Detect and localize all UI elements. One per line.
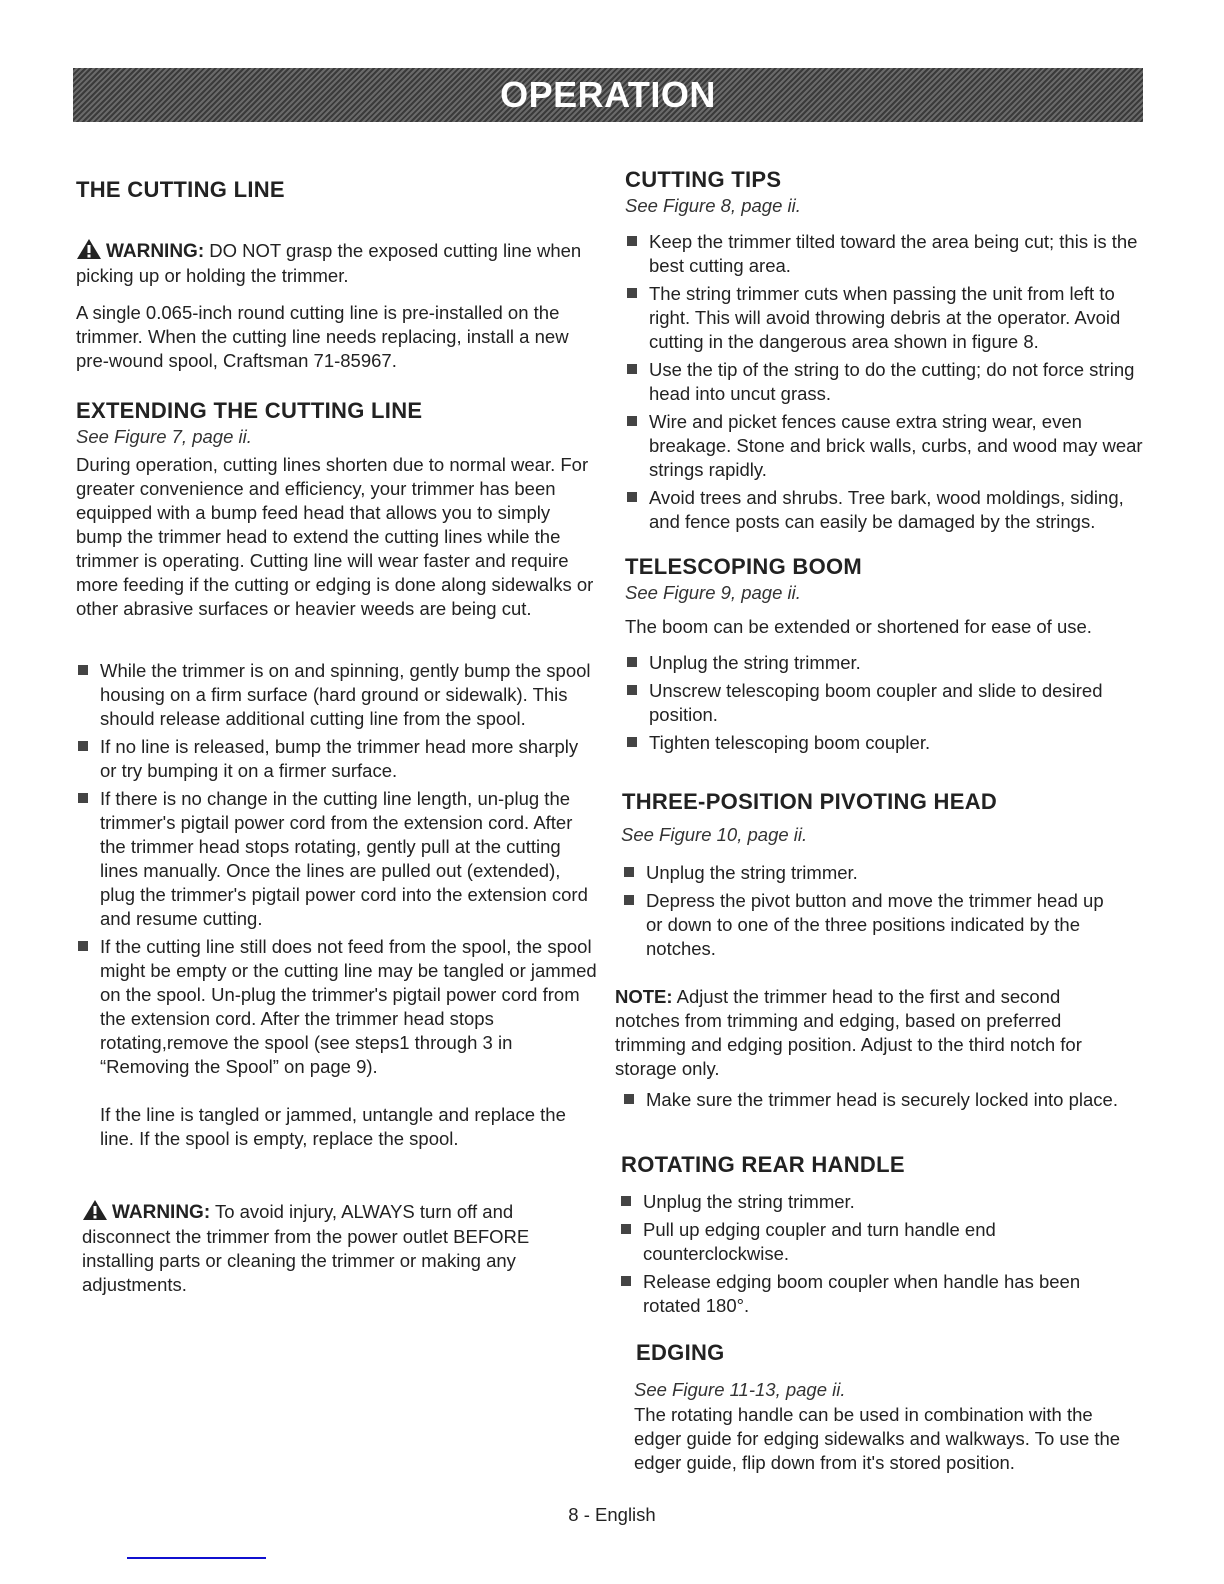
list-item: Pull up edging coupler and turn handle end counterclockwise. [619,1218,1129,1266]
list-item: Keep the trimmer tilted toward the area being cut; this is the best cutting area. [625,230,1150,278]
list-item: Unplug the string trimmer. [622,861,1122,885]
boom-bullets [625,651,1150,759]
list-item: Depress the pivot button and move the trimmer head up or down to one of the three positions indicated by the notches. [622,889,1122,961]
heading-cutting-tips: CUTTING TIPS [625,167,782,192]
heading-rotating-handle: ROTATING REAR HANDLE [621,1152,905,1177]
page-number: 8 - English [568,1504,656,1525]
figure-reference: See Figure 11-13, page ii. [634,1379,846,1400]
pivot-bullets [622,861,1122,965]
figure-reference: See Figure 7, page ii. [76,426,252,447]
list-item: The string trimmer cuts when passing the unit from left to right. This will avoid throwing debris at the operator. Avoid cutting in the dangerous area shown in figure 8. [625,282,1150,354]
extending-paragraph: During operation, cutting lines shorten due to normal wear. For greater convenience and efficiency, your trimmer has been equipped with a bump feed head that allows you to simply bump the trimmer head to extend the cutting lines while the trimmer is operating. Cutting line will wear faster and require more feeding if the cutting or edging is done along sidewalks or other abrasive surfaces or heavier weeds are being cut. [76,454,594,619]
list-item: If the cutting line still does not feed from the spool, the spool might be empty or the cutting line may be tangled or jammed on the spool. Un-plug the trimmer's pigtail power cord from the extension cord. After the trimmer head stops rotating,remove the spool (see steps1 through 3 in “Removing the Spool” on page 9). [76,935,598,1079]
bullet-continuation: If the line is tangled or jammed, untangle and replace the line. If the spool is empty, replace the spool. [100,1104,566,1149]
heading-telescoping-boom: TELESCOPING BOOM [625,554,863,579]
list-item: Avoid trees and shrubs. Tree bark, wood moldings, siding, and fence posts can easily be damaged by the strings. [625,486,1150,534]
cutting-tips-bullets [625,230,1150,538]
warning-triangle-icon [82,1199,108,1221]
boom-paragraph: The boom can be extended or shortened for ease of use. [625,616,1092,637]
list-item: Use the tip of the string to do the cutting; do not force string head into uncut grass. [625,358,1150,406]
banner-title: OPERATION [500,74,716,115]
note-text: Adjust the trimmer head to the first and second notches from trimming and edging, based on preferred trimming and edging position. Adjust to the third notch for storage only. [615,986,1082,1079]
heading-extending: EXTENDING THE CUTTING LINE [76,398,423,423]
warning-triangle-icon [76,238,102,260]
list-item: If no line is released, bump the trimmer head more sharply or try bumping it on a firmer surface. [76,735,598,783]
extending-bullets [76,659,598,1083]
list-item: Wire and picket fences cause extra string wear, even breakage. Stone and brick walls, curbs, and wood may wear strings rapidly. [625,410,1150,482]
rotating-bullets [619,1190,1129,1322]
warning-cutting-line [76,238,596,288]
list-item: Release edging boom coupler when handle has been rotated 180°. [619,1270,1129,1318]
warning-disconnect [82,1199,592,1297]
list-item: Make sure the trimmer head is securely locked into place. [622,1088,1122,1112]
list-item: While the trimmer is on and spinning, gently bump the spool housing on a firm surface (hard ground or sidewalk). This should release additional cutting line from the spool. [76,659,598,731]
list-item: Tighten telescoping boom coupler. [625,731,1150,755]
list-item: Unplug the string trimmer. [625,651,1150,675]
heading-edging: EDGING [636,1340,725,1365]
figure-reference: See Figure 8, page ii. [625,195,801,216]
warning-text: To avoid injury, ALWAYS turn off and disconnect the trimmer from the power outlet BEFORE installing parts or cleaning the trimmer or making any adjustments. [82,1201,530,1295]
section-banner [73,68,1143,122]
note [615,985,1125,1081]
edging-paragraph: The rotating handle can be used in combination with the edger guide for edging sidewalks and walkways. To use the edger guide, flip down from it's stored position. [634,1404,1121,1473]
list-item: Unplug the string trimmer. [619,1190,1129,1214]
heading-cutting-line: THE CUTTING LINE [76,177,285,202]
warning-text: DO NOT grasp the exposed cutting line when picking up or holding the trimmer. [76,240,582,286]
figure-reference: See Figure 9, page ii. [625,582,801,603]
figure-reference: See Figure 10, page ii. [621,824,808,845]
cutting-line-paragraph: A single 0.065-inch round cutting line is pre-installed on the trimmer. When the cutting line needs replacing, install a new pre-wound spool, Craftsman 71-85967. [76,302,569,371]
note-label: NOTE: [615,986,673,1007]
blue-rule [127,1557,266,1559]
list-item: If there is no change in the cutting line length, un-plug the trimmer's pigtail power cord from the extension cord. After the trimmer head stops rotating, gently pull at the cutting lines manually. Once the lines are pulled out (extended), plug the trimmer's pigtail power cord into the extension cord and resume cutting. [76,787,598,931]
list-item: Unscrew telescoping boom coupler and slide to desired position. [625,679,1150,727]
warning-label: WARNING: [106,241,205,262]
warning-label: WARNING: [112,1202,211,1223]
heading-pivoting-head: THREE-POSITION PIVOTING HEAD [622,789,998,814]
pivot-bullets-2 [622,1088,1122,1116]
